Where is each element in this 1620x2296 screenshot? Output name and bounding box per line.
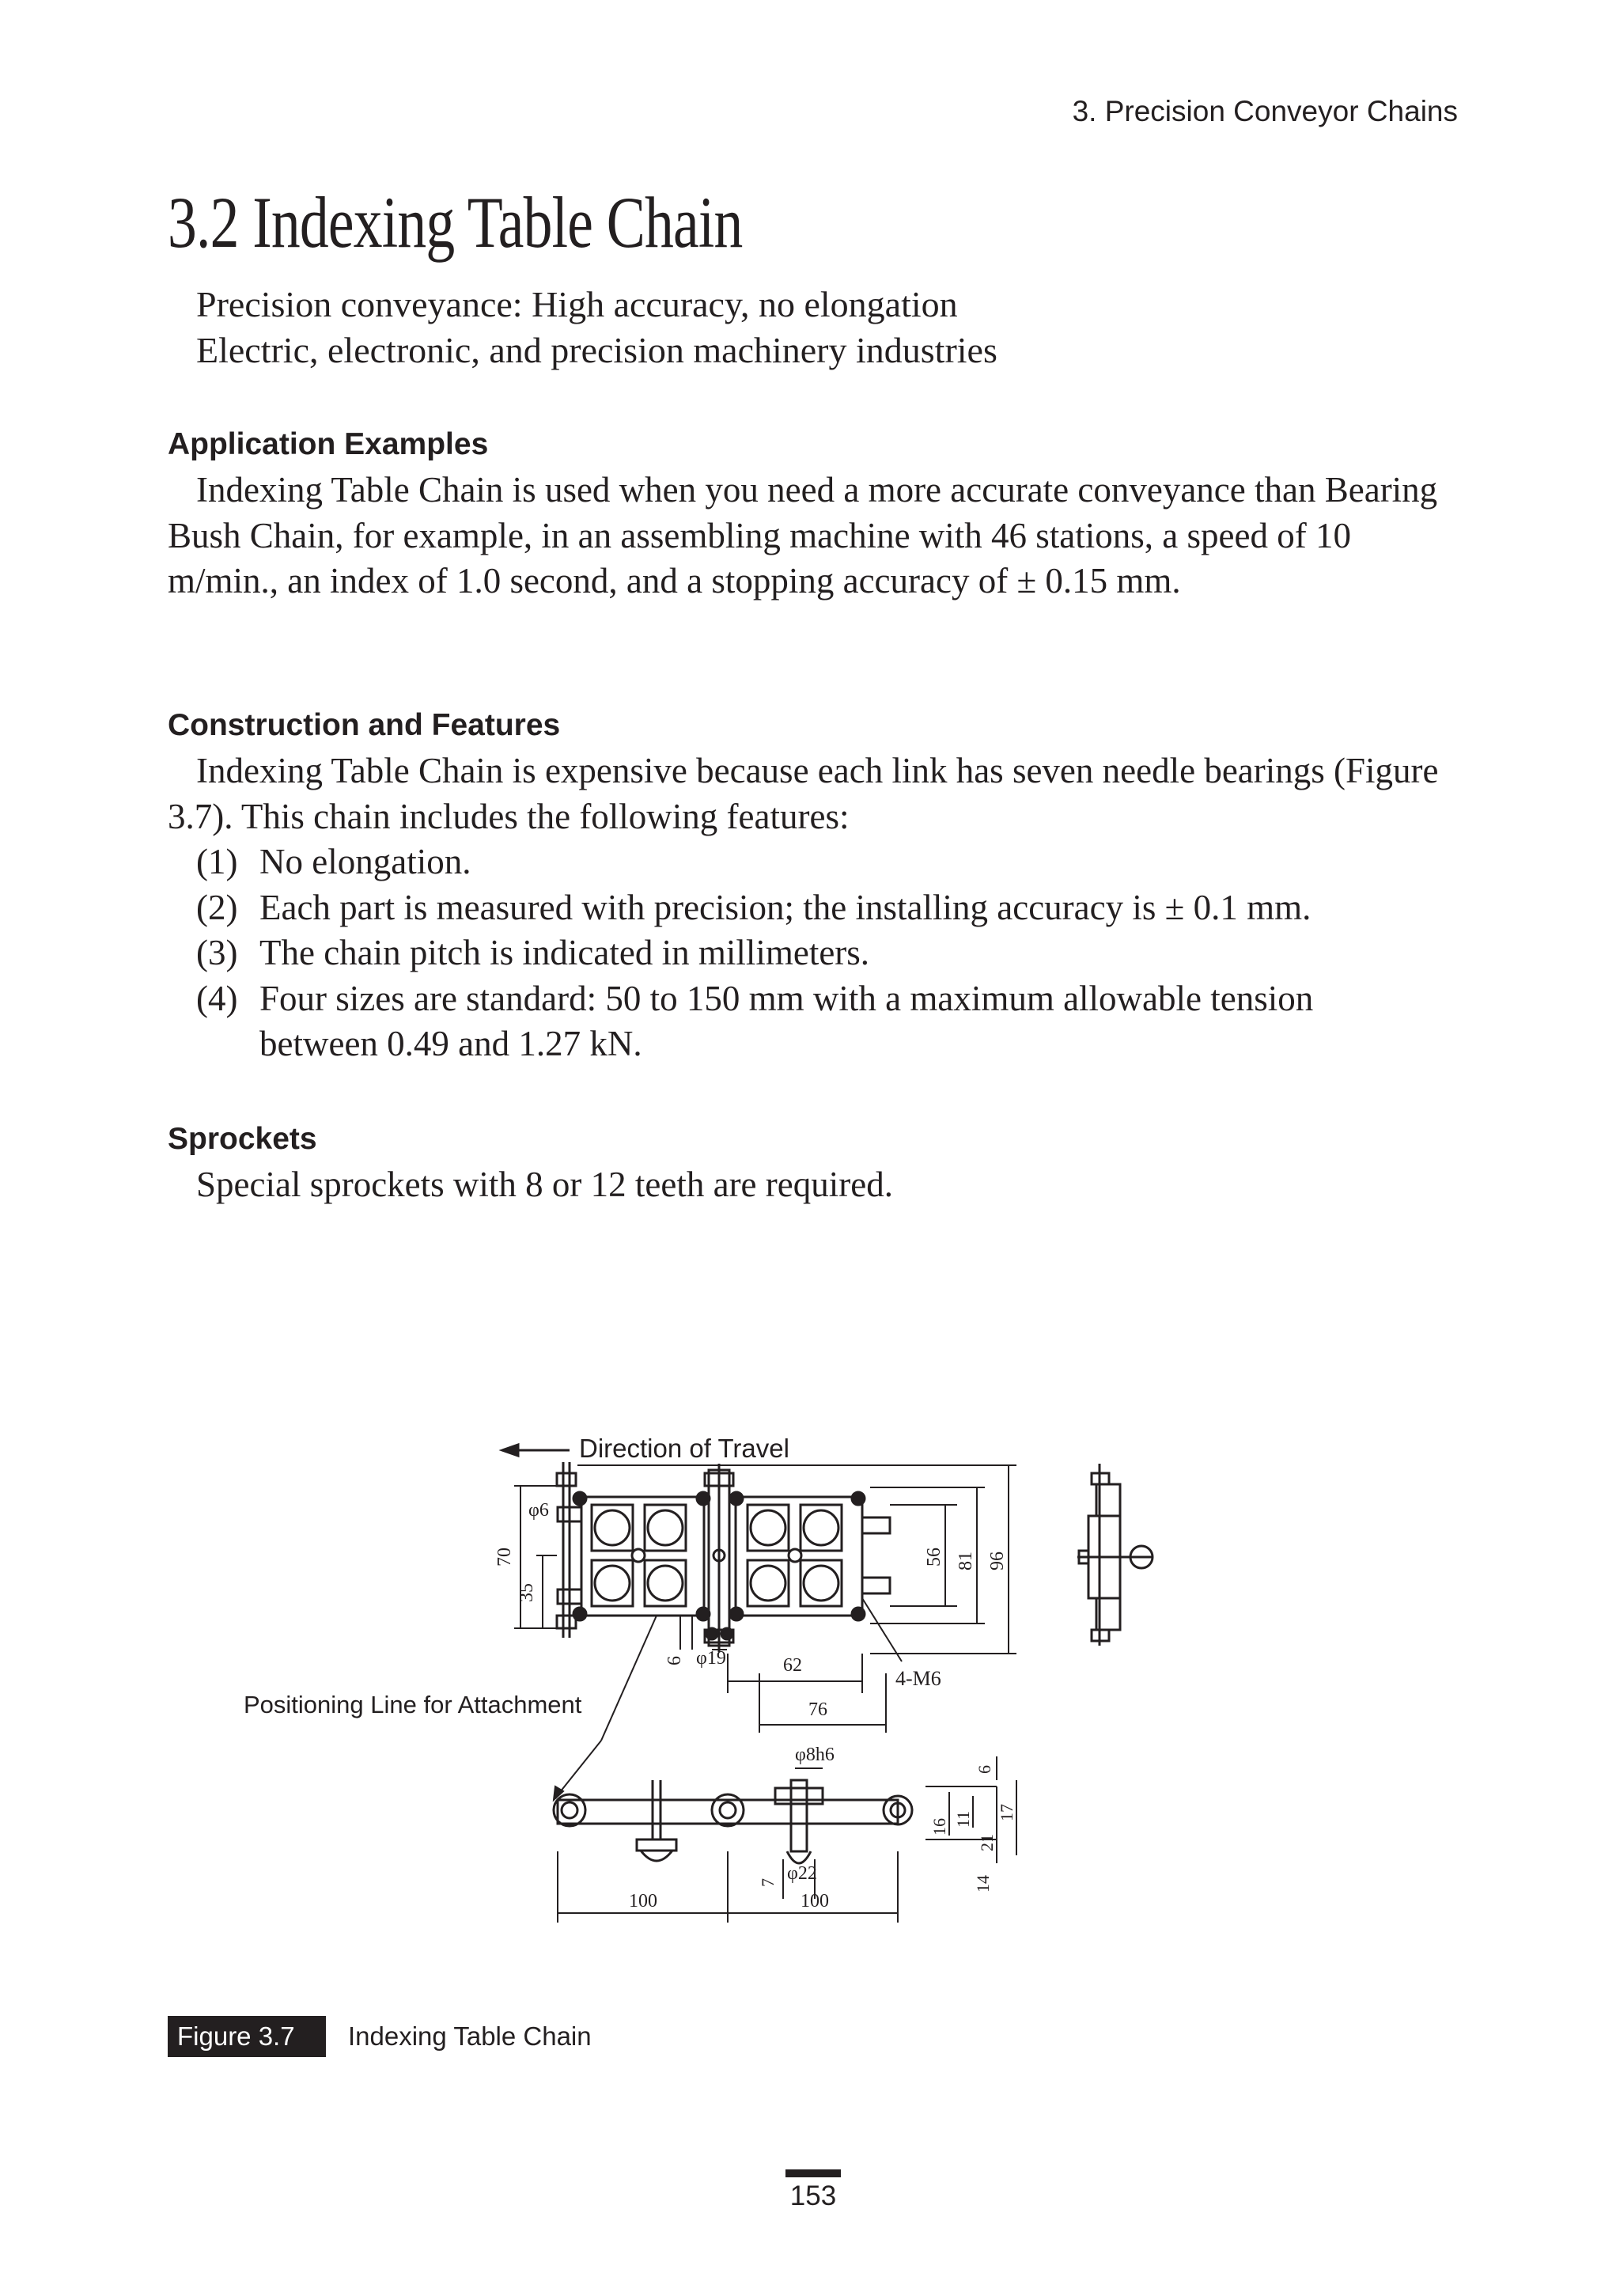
list-item-text: Each part is measured with precision; the installing accuracy is ± 0.1 mm. [259,887,1312,927]
figure-caption-text: Indexing Table Chain [348,2021,592,2051]
list-item-text: Four sizes are standard: 50 to 150 mm with a maximum allowable tension between 0.49 and 1.27 kN. [259,978,1314,1063]
dim-35: 35 [517,1583,537,1602]
dim-16: 16 [929,1818,949,1836]
page-title: 3.2 Indexing Table Chain [168,182,743,263]
direction-arrow-icon [502,1445,570,1456]
dim-14: 14 [973,1875,993,1892]
list-item-text: The chain pitch is indicated in millimeters. [259,933,870,972]
dim-6-top: 6 [664,1656,685,1665]
paragraph-sprockets: Special sprockets with 8 or 12 teeth are required. [196,1165,893,1204]
section-heading-application: Application Examples [168,427,489,461]
subtitle-line-1: Precision conveyance: High accuracy, no elongation [196,284,958,324]
positioning-label: Positioning Line for Attachment [244,1691,582,1718]
feature-list [196,839,1493,1067]
list-item-number: (1) [196,842,238,881]
figure-caption-label: Figure 3.7 [168,2016,326,2057]
dim-phi22: φ22 [787,1863,817,1884]
dim-76: 76 [808,1699,827,1720]
figure-indexing-chain-drawing [237,1408,1218,1962]
dim-21: 21 [977,1834,997,1851]
dim-100-right: 100 [801,1891,829,1911]
list-item-number: (2) [196,887,238,927]
list-item [196,930,1493,976]
list-item [196,885,1493,931]
dim-6-side: 6 [975,1765,994,1774]
chain-end-view [1077,1464,1153,1646]
list-item-number: (3) [196,933,238,972]
page-number: 153 [789,2180,837,2211]
subtitle-line-2: Electric, electronic, and precision machinery industries [196,330,997,370]
side-view-dimensions [558,1756,1016,1923]
dim-62: 62 [783,1655,802,1676]
chain-side-view [554,1780,912,1863]
paragraph-construction: Indexing Table Chain is expensive because each link has seven needle bearings (Figure 3.7). This chain includes the following features: [168,751,1439,836]
running-head: 3. Precision Conveyor Chains [1072,95,1458,127]
dim-7: 7 [758,1878,778,1887]
list-item-text: No elongation. [259,842,471,881]
dim-17: 17 [997,1804,1016,1821]
dim-56: 56 [924,1548,944,1567]
list-item [196,976,1493,1067]
section-heading-construction: Construction and Features [168,708,561,742]
dim-phi8h6: φ8h6 [795,1745,835,1765]
page-number-bar [785,2169,841,2177]
list-item-number: (4) [196,978,238,1018]
dim-11: 11 [953,1810,973,1828]
dim-70: 70 [494,1548,515,1567]
list-item [196,839,1493,885]
dim-phi19: φ19 [696,1648,726,1669]
dim-100-left: 100 [629,1891,657,1911]
direction-label: Direction of Travel [579,1434,789,1463]
paragraph-application: Indexing Table Chain is used when you need a more accurate conveyance than Bearing Bush Chain, for example, in an assembling machine with 46 stations, a speed of 10 m/min., an index of 1.0 second, and a stopping accuracy of ± 0.15 mm. [168,470,1438,601]
chain-top-view [557,1462,890,1652]
dim-phi6: φ6 [528,1500,549,1521]
dim-4-m6: 4-M6 [895,1667,941,1690]
section-heading-sprockets: Sprockets [168,1122,317,1156]
dim-81: 81 [956,1552,976,1570]
dim-96: 96 [987,1552,1008,1570]
